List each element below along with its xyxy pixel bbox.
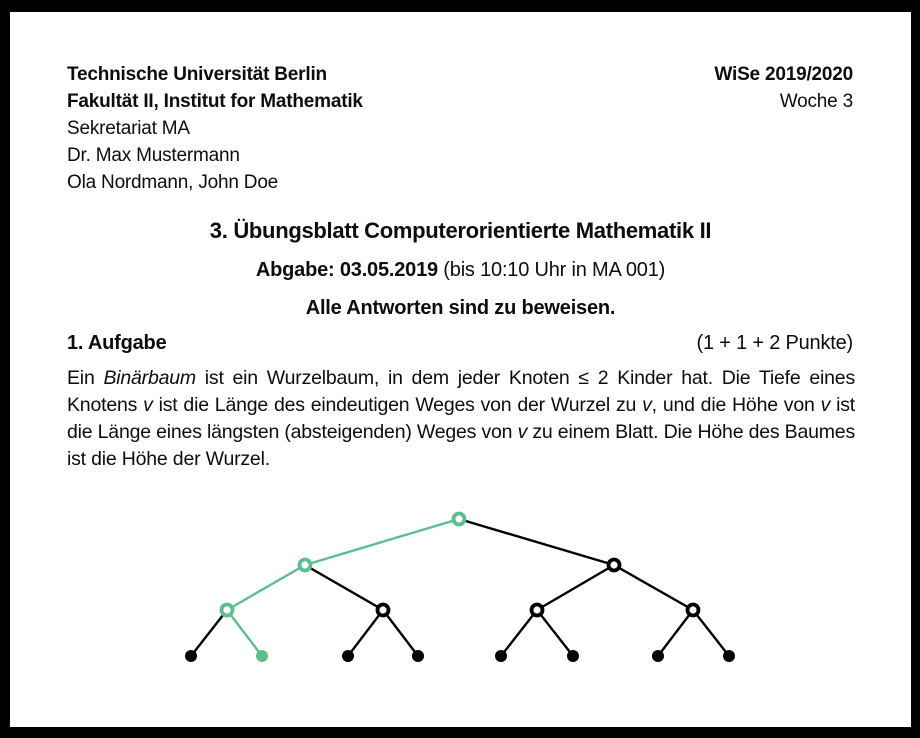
tree-edge bbox=[305, 565, 383, 610]
tree-edge bbox=[191, 610, 227, 656]
submission-date: Abgabe: 03.05.2019 bbox=[255, 259, 438, 281]
text-segment-italic: v bbox=[143, 394, 153, 416]
tree-edge bbox=[459, 519, 614, 565]
tree-internal-node bbox=[222, 605, 233, 616]
tree-leaf-node bbox=[342, 650, 354, 662]
tree-internal-node bbox=[688, 605, 699, 616]
tree-edge bbox=[305, 519, 459, 565]
text-segment-italic: v bbox=[642, 394, 652, 416]
exercise-heading: 1. Aufgabe bbox=[67, 332, 167, 354]
tree-edge bbox=[348, 610, 383, 656]
exercise-points: (1 + 1 + 2 Punkte) bbox=[696, 332, 853, 354]
tree-leaf-node bbox=[256, 650, 268, 662]
lecturer-line: Dr. Max Mustermann bbox=[67, 145, 240, 166]
text-segment: Ein bbox=[67, 367, 104, 389]
institution-name: Technische Universität Berlin bbox=[67, 64, 327, 85]
tree-leaf-node bbox=[652, 650, 664, 662]
text-segment: , und die Höhe von bbox=[651, 394, 821, 416]
text-segment: ist die Länge des eindeutigen Weges von der Wurzel zu bbox=[152, 394, 643, 416]
tree-edge bbox=[227, 610, 262, 656]
tree-edge bbox=[693, 610, 729, 656]
tree-edge bbox=[614, 565, 693, 610]
submission-details: (bis 10:10 Uhr in MA 001) bbox=[437, 259, 666, 281]
faculty-name: Fakultät II, Institut for Mathematik bbox=[67, 91, 363, 112]
tree-leaf-node bbox=[412, 650, 424, 662]
tree-edge bbox=[537, 565, 614, 610]
text-segment-italic: v bbox=[517, 421, 528, 443]
text-segment: ist ein Wurzelbaum, in dem jeder Knoten ≤ 2 Kinder hat. Die Tiefe eines Knotens bbox=[67, 367, 855, 416]
notice-line: Alle Antworten sind zu beweisen. bbox=[305, 297, 616, 319]
tree-leaf-node bbox=[723, 650, 735, 662]
week-label: Woche 3 bbox=[779, 91, 853, 112]
tree-edge bbox=[658, 610, 693, 656]
sheet-title: 3. Übungsblatt Computerorientierte Mathematik II bbox=[209, 218, 712, 243]
tree-leaf-node bbox=[495, 650, 507, 662]
tree-edge bbox=[383, 610, 418, 656]
tree-internal-node bbox=[454, 514, 465, 525]
tree-internal-node bbox=[378, 605, 389, 616]
text-segment-italic: v bbox=[820, 394, 831, 416]
semester-label: WiSe 2019/2020 bbox=[714, 64, 853, 85]
office-line: Sekretariat MA bbox=[67, 118, 190, 139]
text-segment: zu einem Blatt. Die Höhe des Baumes ist die Höhe der Wurzel. bbox=[67, 421, 856, 470]
tree-edge bbox=[501, 610, 537, 656]
tree-internal-node bbox=[609, 560, 620, 571]
tree-internal-node bbox=[300, 560, 311, 571]
text-segment: ist die Länge eines längsten (absteigenden) Weges von bbox=[67, 394, 855, 443]
tree-leaf-node bbox=[567, 650, 579, 662]
text-segment-italic: Binärbaum bbox=[103, 367, 196, 389]
tree-leaf-node bbox=[185, 650, 197, 662]
tree-edge bbox=[227, 565, 305, 610]
assistants-line: Ola Nordmann, John Doe bbox=[67, 172, 279, 193]
tree-edge bbox=[537, 610, 573, 656]
tree-internal-node bbox=[532, 605, 543, 616]
